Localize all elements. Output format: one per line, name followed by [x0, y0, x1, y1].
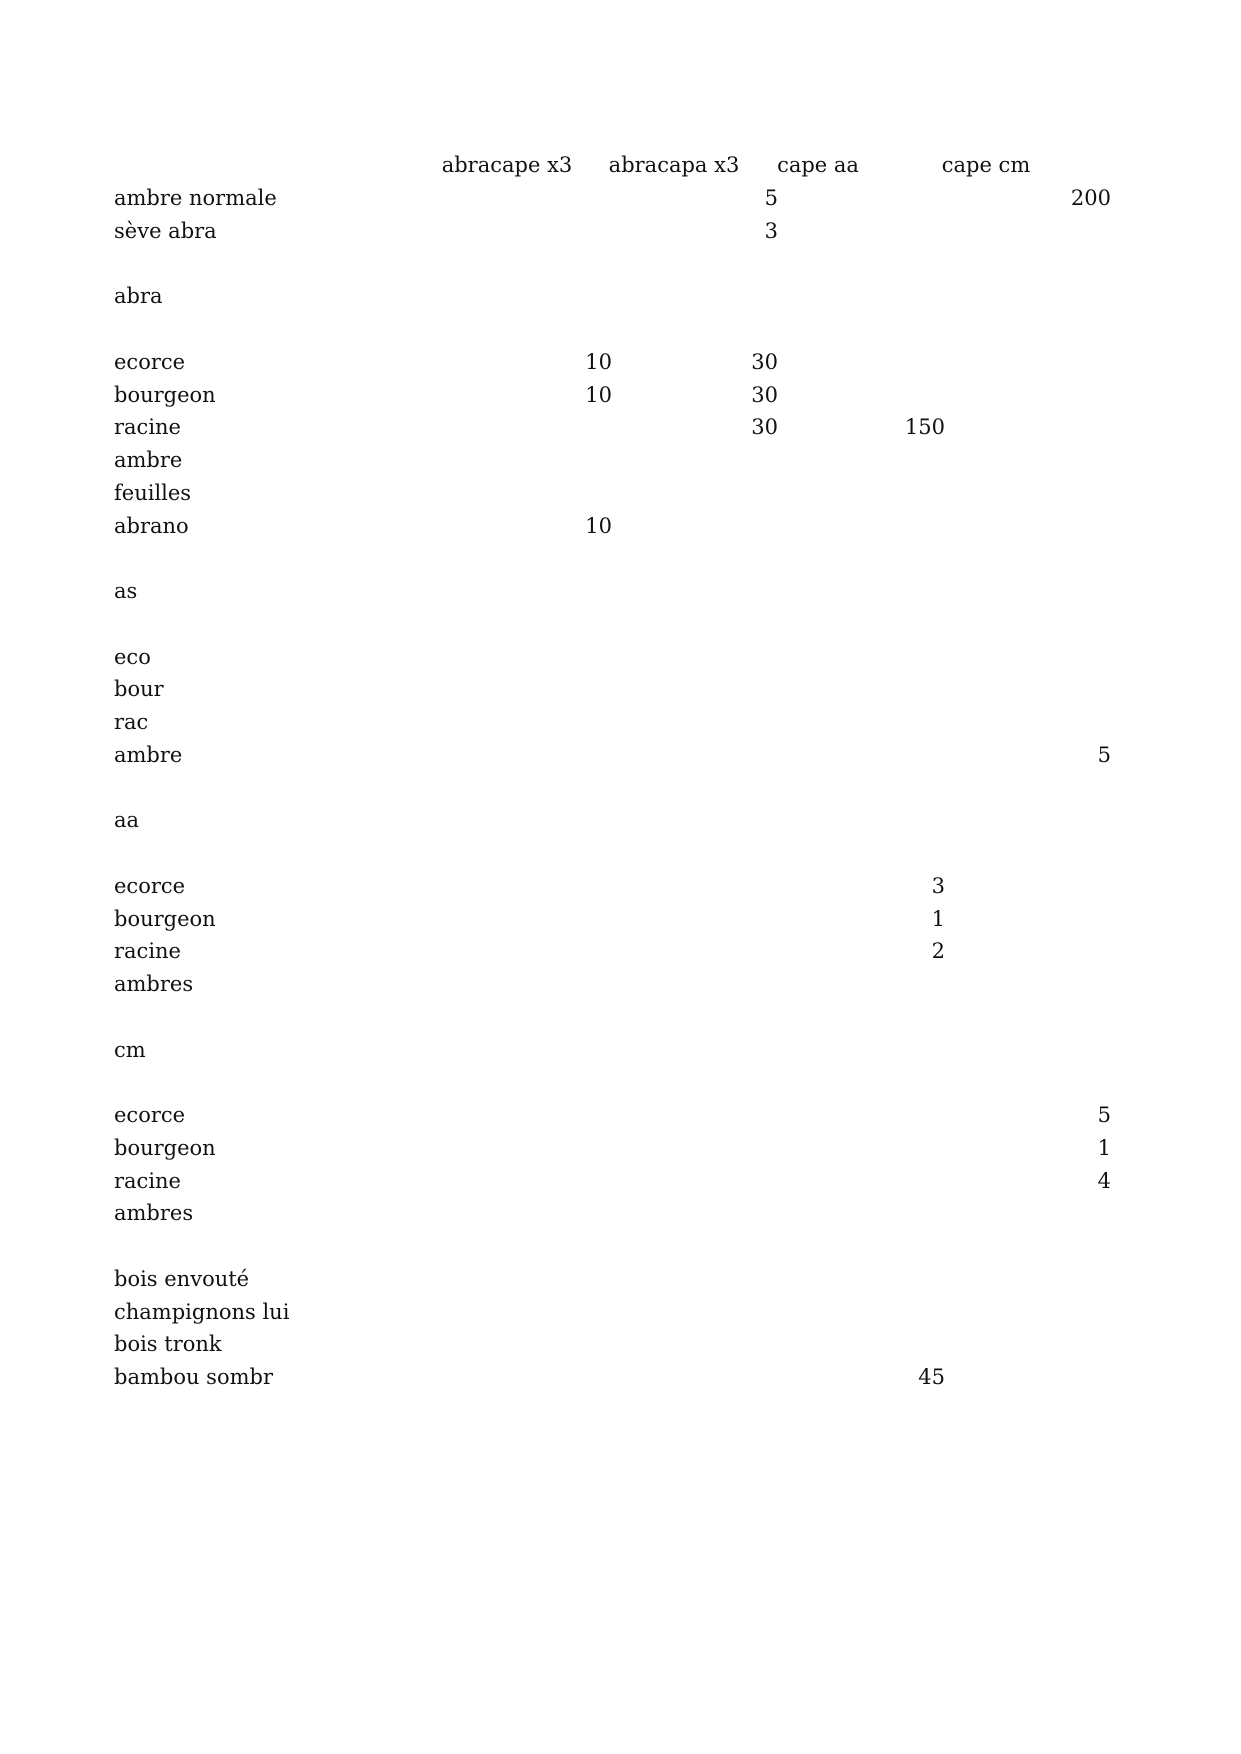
table-row: [0, 1197, 1241, 1230]
table-row: [0, 575, 1241, 608]
table-cell: 5: [1097, 1103, 1111, 1127]
row-label: ambres: [114, 1201, 194, 1226]
row-label: ecorce: [114, 873, 186, 898]
row-label: rac: [114, 710, 149, 734]
table-row: [0, 641, 1241, 674]
table-row: [0, 1132, 1241, 1165]
table-row: [0, 215, 1241, 248]
table-row: [0, 444, 1241, 477]
row-label: racine: [114, 939, 181, 964]
table-row: [0, 1165, 1241, 1198]
table-row: [0, 1066, 1241, 1099]
table-cell: 30: [751, 382, 778, 407]
table-cell: 45: [918, 1365, 945, 1389]
row-label: champignons lui: [114, 1299, 290, 1324]
table-cell: 2: [931, 939, 945, 964]
row-label: as: [114, 579, 138, 603]
table-cell: 10: [585, 349, 612, 374]
table-cell: 1: [1097, 1135, 1111, 1160]
row-label: ambre: [114, 448, 183, 472]
table-row: [0, 379, 1241, 412]
table-row: [0, 542, 1241, 575]
row-label: eco: [114, 644, 151, 669]
table-cell: 1: [931, 906, 945, 931]
table-row: [0, 706, 1241, 739]
row-label: racine: [114, 415, 181, 440]
table-cell: 10: [585, 513, 612, 538]
column-header-cape-cm: cape cm: [941, 153, 1031, 177]
table-row: [0, 837, 1241, 870]
column-header-abracapa-x3: abracapa x3: [608, 153, 740, 177]
table-row: [0, 772, 1241, 805]
table-row: [0, 935, 1241, 968]
table-cell: 3: [931, 873, 945, 898]
table-cell: 200: [1070, 186, 1111, 210]
table-row: [0, 903, 1241, 936]
row-label: ambres: [114, 972, 194, 996]
table-row: [0, 411, 1241, 444]
table-cell: 10: [585, 382, 612, 407]
row-label: ambre: [114, 742, 183, 767]
row-label: ecorce: [114, 349, 186, 374]
table-row: [0, 346, 1241, 379]
table-row: [0, 673, 1241, 706]
row-label: abra: [114, 284, 163, 309]
table-row: [0, 608, 1241, 641]
table-row: [0, 1099, 1241, 1132]
table-row: [0, 1263, 1241, 1296]
header-row: [0, 149, 1241, 182]
row-label: abrano: [114, 513, 189, 538]
table-row: [0, 510, 1241, 543]
column-header-cape-aa: cape aa: [777, 153, 859, 177]
table-row: [0, 968, 1241, 1001]
row-label: bour: [114, 677, 164, 702]
table-row: [0, 280, 1241, 313]
row-label: bourgeon: [114, 382, 216, 407]
table-cell: 5: [764, 186, 778, 210]
table-row: [0, 739, 1241, 772]
row-label: bois tronk: [114, 1332, 222, 1357]
table-row: [0, 804, 1241, 837]
row-label: ambre normale: [114, 186, 277, 210]
row-label: bourgeon: [114, 906, 216, 931]
table-row: [0, 1296, 1241, 1329]
table-row: [0, 1034, 1241, 1067]
row-label: sève abra: [114, 218, 217, 243]
row-label: racine: [114, 1168, 181, 1193]
table-row: [0, 1001, 1241, 1034]
column-header-abracape-x3: abracape x3: [441, 153, 573, 177]
table-cell: 30: [751, 349, 778, 374]
row-label: feuilles: [114, 480, 192, 505]
table-row: [0, 477, 1241, 510]
table-row: [0, 1328, 1241, 1361]
table-row: [0, 313, 1241, 346]
row-label: aa: [114, 808, 140, 833]
row-label: bambou sombr: [114, 1365, 273, 1389]
row-label: cm: [114, 1037, 146, 1062]
table-cell: 150: [904, 415, 945, 440]
row-label: ecorce: [114, 1103, 186, 1127]
table-row: [0, 870, 1241, 903]
table-cell: 5: [1097, 742, 1111, 767]
table-row: [0, 1361, 1241, 1394]
table-row: [0, 182, 1241, 215]
table-row: [0, 248, 1241, 281]
table-cell: 30: [751, 415, 778, 440]
table-cell: 3: [764, 218, 778, 243]
row-label: bourgeon: [114, 1135, 216, 1160]
table-row: [0, 1230, 1241, 1263]
table-cell: 4: [1097, 1168, 1111, 1193]
row-label: bois envouté: [114, 1266, 250, 1291]
